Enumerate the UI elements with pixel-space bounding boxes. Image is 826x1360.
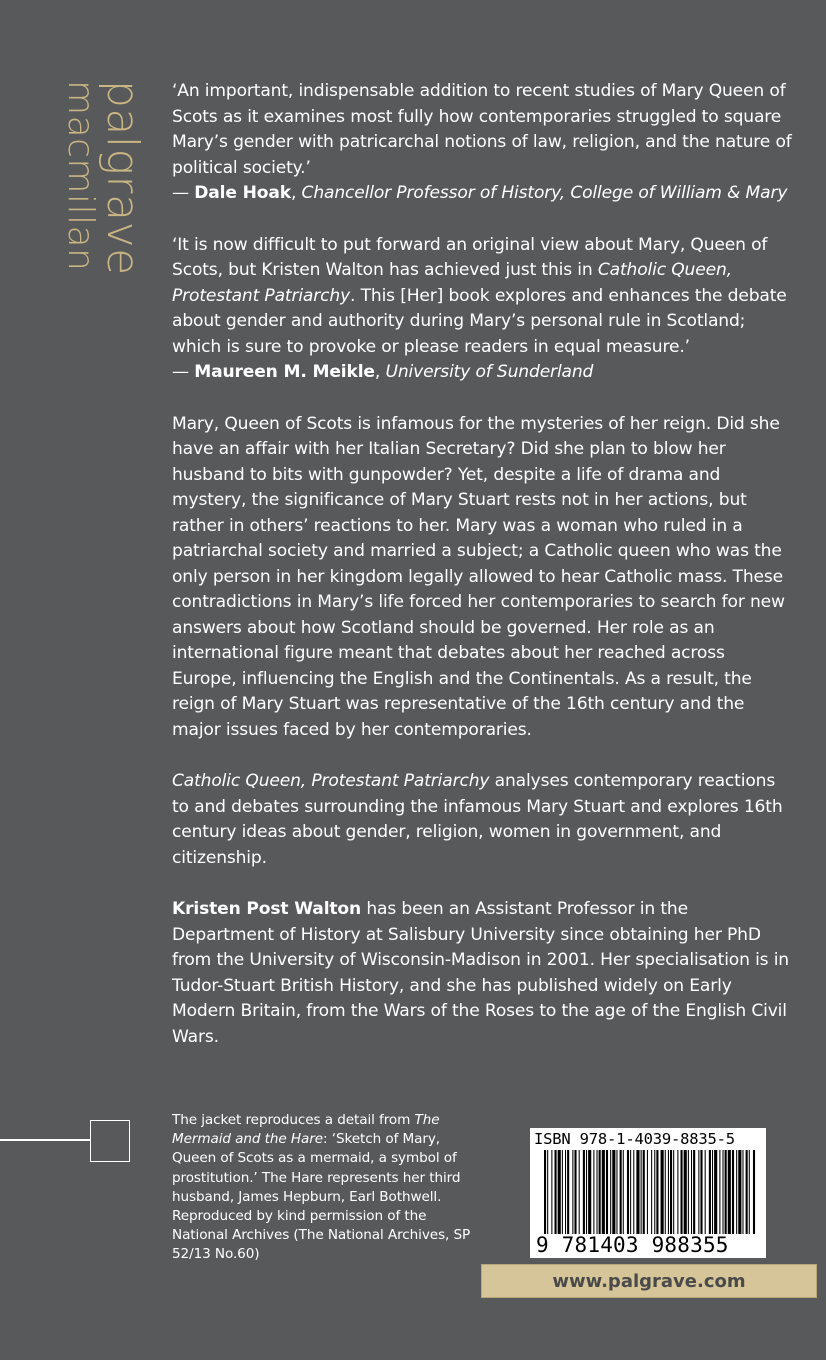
barcode-bar: [736, 1150, 737, 1234]
barcode-bar: [665, 1150, 666, 1234]
barcode-bar: [636, 1150, 639, 1234]
blurb-attribution-2: — Maureen M. Meikle, University of Sunderland: [172, 362, 594, 382]
isbn-barcode: [530, 1128, 766, 1258]
barcode-bar: [627, 1150, 629, 1234]
barcode-bar: [602, 1150, 605, 1234]
barcode-bar: [728, 1150, 731, 1234]
barcode-bar: [555, 1150, 557, 1234]
publisher-website[interactable]: www.palgrave.com: [481, 1264, 817, 1298]
barcode-bar: [574, 1150, 576, 1234]
barcode-bar: [712, 1150, 713, 1234]
reviewer-affiliation-1: Chancellor Professor of History, College of William & Mary: [301, 183, 788, 203]
isbn-label: ISBN 978-1-4039-8835-5: [534, 1130, 735, 1148]
barcode-bar: [705, 1150, 706, 1234]
blurb-quote-1: ‘An important, indispensable addition to recent studies of Mary Queen of Scots as it examines most fully how contemporaries struggled to square Mary’s gender with patricarchal notions of law, religion, and the nature of political society.’: [172, 81, 792, 178]
barcode-bar: [693, 1150, 695, 1234]
barcode-bar: [606, 1150, 608, 1234]
barcode-bar: [691, 1150, 692, 1234]
barcode-bar: [633, 1150, 634, 1234]
barcode-bar: [565, 1150, 566, 1234]
barcode-bar: [677, 1150, 678, 1234]
logo-palgrave: palgrave: [97, 80, 148, 276]
barcode-bar: [630, 1150, 631, 1234]
barcode-bar: [558, 1150, 561, 1234]
reviewer-name-2: Maureen M. Meikle: [194, 362, 375, 382]
barcode-bar: [597, 1150, 598, 1234]
barcode-bar: [623, 1150, 624, 1234]
barcode-bar: [732, 1150, 734, 1234]
publisher-logo: [56, 80, 146, 290]
barcode-bar: [688, 1150, 689, 1234]
barcode-bar: [586, 1150, 587, 1234]
barcode-bar: [547, 1150, 548, 1234]
barcode-bar: [673, 1150, 674, 1234]
barcode-bar: [643, 1150, 645, 1234]
barcode-bar: [714, 1150, 717, 1234]
artwork-title: The Mermaid and the Hare: [172, 1112, 440, 1148]
description-paragraph-1: Mary, Queen of Scots is infamous for the mysteries of her reign. Did she have an affair with her Italian Secretary? Did she plan to blow her husband to bits with gunpowder? Yet, despite a life of drama and mystery, the significance of Mary Stuart rests not in her actions, but rather in others’ reactions to her. Mary was a woman who ruled in a patriarchal society and married a subject; a Catholic queen who was the only person in her kingdom legally allowed to hear Catholic mass. These contradictions in Mary’s life forced her contemporaries to search for new answers about how Scotland should be governed. Her role as an international figure meant that debates about her reached across Europe, influencing the English and the Continentals. As a result, the reign of Mary Stuart was representative of the 16th century and the major issues faced by her contemporaries.: [172, 413, 785, 740]
barcode-bar: [753, 1150, 755, 1234]
barcode-bar: [567, 1150, 569, 1234]
barcode-bar: [641, 1150, 642, 1234]
barcode-bar: [656, 1150, 658, 1234]
barcode-bar: [681, 1150, 683, 1234]
barcode-bar: [738, 1150, 741, 1234]
blurb-quote-2: ‘It is now difficult to put forward an original view about Mary, Queen of Scots, but Kristen Walton has achieved just this in Catholic Queen, Protestant Patriarchy. This [Her] book explores and enhances the debate about gender and authority during Mary’s personal rule in Scotland; which is sure to provoke or please readers in equal measure.’: [172, 234, 787, 357]
barcode-bar: [647, 1150, 648, 1234]
barcode-bar: [616, 1150, 617, 1234]
barcode-bar: [610, 1150, 611, 1234]
barcode-bar: [725, 1150, 727, 1234]
jacket-caption: The jacket reproduces a detail from The Mermaid and the Hare: ‘Sketch of Mary, Queen of Scots as a mermaid, a symbol of prostitution.’ The Hare represents her third husband, James Hepburn, Earl Bothwell. Reproduced by kind permission of the National Archives (The National Archives, SP 52/13 No.60): [172, 1112, 471, 1263]
barcode-bar: [612, 1150, 615, 1234]
reviewer-name-1: Dale Hoak: [194, 183, 291, 203]
barcode-bar: [684, 1150, 687, 1234]
book-title-inline-2: Catholic Queen, Protestant Patriarchy: [172, 771, 490, 791]
logo-macmillan: macmillan: [60, 80, 101, 272]
barcode-bar: [544, 1150, 546, 1234]
author-bio: Kristen Post Walton has been an Assistant Professor in the Department of History at Salisbury University since obtaining her PhD from the University of Wisconsin-Madison in 2001. Her specialisation is in Tudor-Stuart British History, and she has published widely on Early Modern Britain, from the Wars of the Roses to the age of the English Civil Wars.: [172, 899, 789, 1047]
barcode-bar: [746, 1150, 748, 1234]
decorative-rule: [0, 1139, 90, 1141]
barcode-bar: [723, 1150, 724, 1234]
barcode-bar: [588, 1150, 591, 1234]
author-name: Kristen Post Walton: [172, 899, 362, 919]
barcode-bar: [668, 1150, 669, 1234]
decorative-square: [90, 1120, 130, 1162]
barcode-bar: [670, 1150, 672, 1234]
barcode-bar: [661, 1150, 664, 1234]
barcode-bar: [599, 1150, 601, 1234]
reviewer-affiliation-2: University of Sunderland: [385, 362, 594, 382]
barcode-bar: [593, 1150, 594, 1234]
barcode-bar: [551, 1150, 552, 1234]
barcode-bars: [544, 1150, 756, 1234]
barcode-bar: [583, 1150, 585, 1234]
book-title-inline: Catholic Queen, Protestant Patriarchy: [172, 260, 732, 306]
barcode-bar: [719, 1150, 720, 1234]
barcode-bar: [749, 1150, 750, 1234]
description-paragraph-2: Catholic Queen, Protestant Patriarchy analyses contemporary reactions to and debates surrounding the infamous Mary Stuart and explores 16th century ideas about gender, religion, women in government, and citizenship.: [172, 771, 783, 868]
barcode-bar: [709, 1150, 711, 1234]
back-cover-text: [172, 79, 792, 1050]
barcode-number: 9 781403 988355: [536, 1233, 729, 1257]
barcode-bar: [562, 1150, 563, 1234]
barcode-bar: [579, 1150, 580, 1234]
barcode-bar: [654, 1150, 655, 1234]
barcode-bar: [572, 1150, 573, 1234]
blurb-attribution-1: — Dale Hoak, Chancellor Professor of History, College of William & Mary: [172, 183, 788, 203]
barcode-bar: [620, 1150, 622, 1234]
barcode-bar: [651, 1150, 652, 1234]
barcode-bar: [700, 1150, 702, 1234]
barcode-bar: [698, 1150, 699, 1234]
barcode-bar: [742, 1150, 743, 1234]
